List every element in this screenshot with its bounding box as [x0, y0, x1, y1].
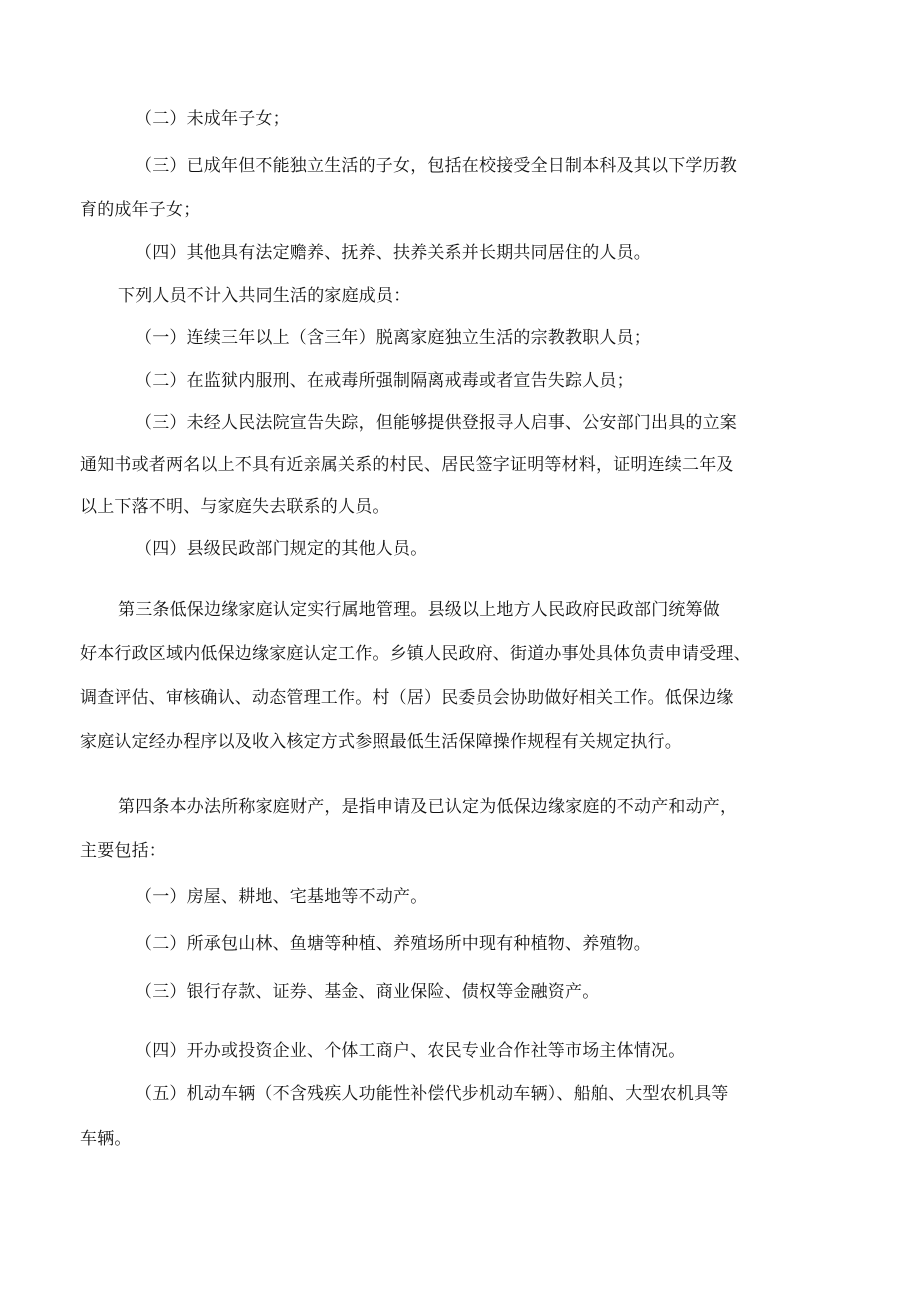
paragraph-line: 第四条本办法所称家庭财产，是指申请及已认定为低保边缘家庭的不动产和动产， [118, 797, 738, 817]
paragraph-line: （四）开办或投资企业、个体工商户、农民专业合作社等市场主体情况。 [135, 1041, 686, 1061]
paragraph-line: 下列人员不计入共同生活的家庭成员： [118, 286, 411, 306]
paragraph-line: （一）连续三年以上（含三年）脱离家庭独立生活的宗教教职人员； [135, 328, 651, 348]
paragraph-line: 主要包括： [80, 841, 166, 861]
paragraph-line: （四）其他具有法定赡养、抚养、扶养关系并长期共同居住的人员。 [135, 243, 651, 263]
paragraph-line: （三）银行存款、证券、基金、商业保险、债权等金融资产。 [135, 982, 600, 1002]
paragraph-line: （三）未经人民法院宣告失踪，但能够提供登报寻人启事、公安部门出具的立案 [135, 413, 737, 433]
paragraph-line: （三）已成年但不能独立生活的子女，包括在校接受全日制本科及其以下学历教 [135, 156, 737, 176]
paragraph-line: 第三条低保边缘家庭认定实行属地管理。县级以上地方人民政府民政部门统筹做 [118, 600, 720, 620]
paragraph-line: 家庭认定经办程序以及收入核定方式参照最低生活保障操作规程有关规定执行。 [80, 732, 682, 752]
paragraph-line: 以上下落不明、与家庭失去联系的人员。 [80, 497, 390, 517]
paragraph-line: 育的成年子女； [80, 200, 201, 220]
paragraph-line: 车辆。 [80, 1129, 132, 1149]
paragraph-line: 通知书或者两名以上不具有近亲属关系的村民、居民签字证明等材料，证明连续二年及 [80, 455, 734, 475]
paragraph-line: 调查评估、审核确认、动态管理工作。村（居）民委员会协助做好相关工作。低保边缘 [80, 688, 734, 708]
paragraph-line: （二）所承包山林、鱼塘等种植、养殖场所中现有种植物、养殖物。 [135, 934, 651, 954]
paragraph-line: （五）机动车辆（不含残疾人功能性补偿代步机动车辆）、船舶、大型农机具等 [135, 1084, 729, 1104]
paragraph-line: （一）房屋、耕地、宅基地等不动产。 [135, 887, 428, 907]
paragraph-line: 好本行政区域内低保边缘家庭认定工作。乡镇人民政府、街道办事处具体负责申请受理、 [80, 644, 751, 664]
paragraph-line: （四）县级民政部门规定的其他人员。 [135, 539, 428, 559]
paragraph-line: （二）在监狱内服刑、在戒毒所强制隔离戒毒或者宣告失踪人员； [135, 371, 634, 391]
paragraph-line: （二）未成年子女； [135, 109, 290, 129]
